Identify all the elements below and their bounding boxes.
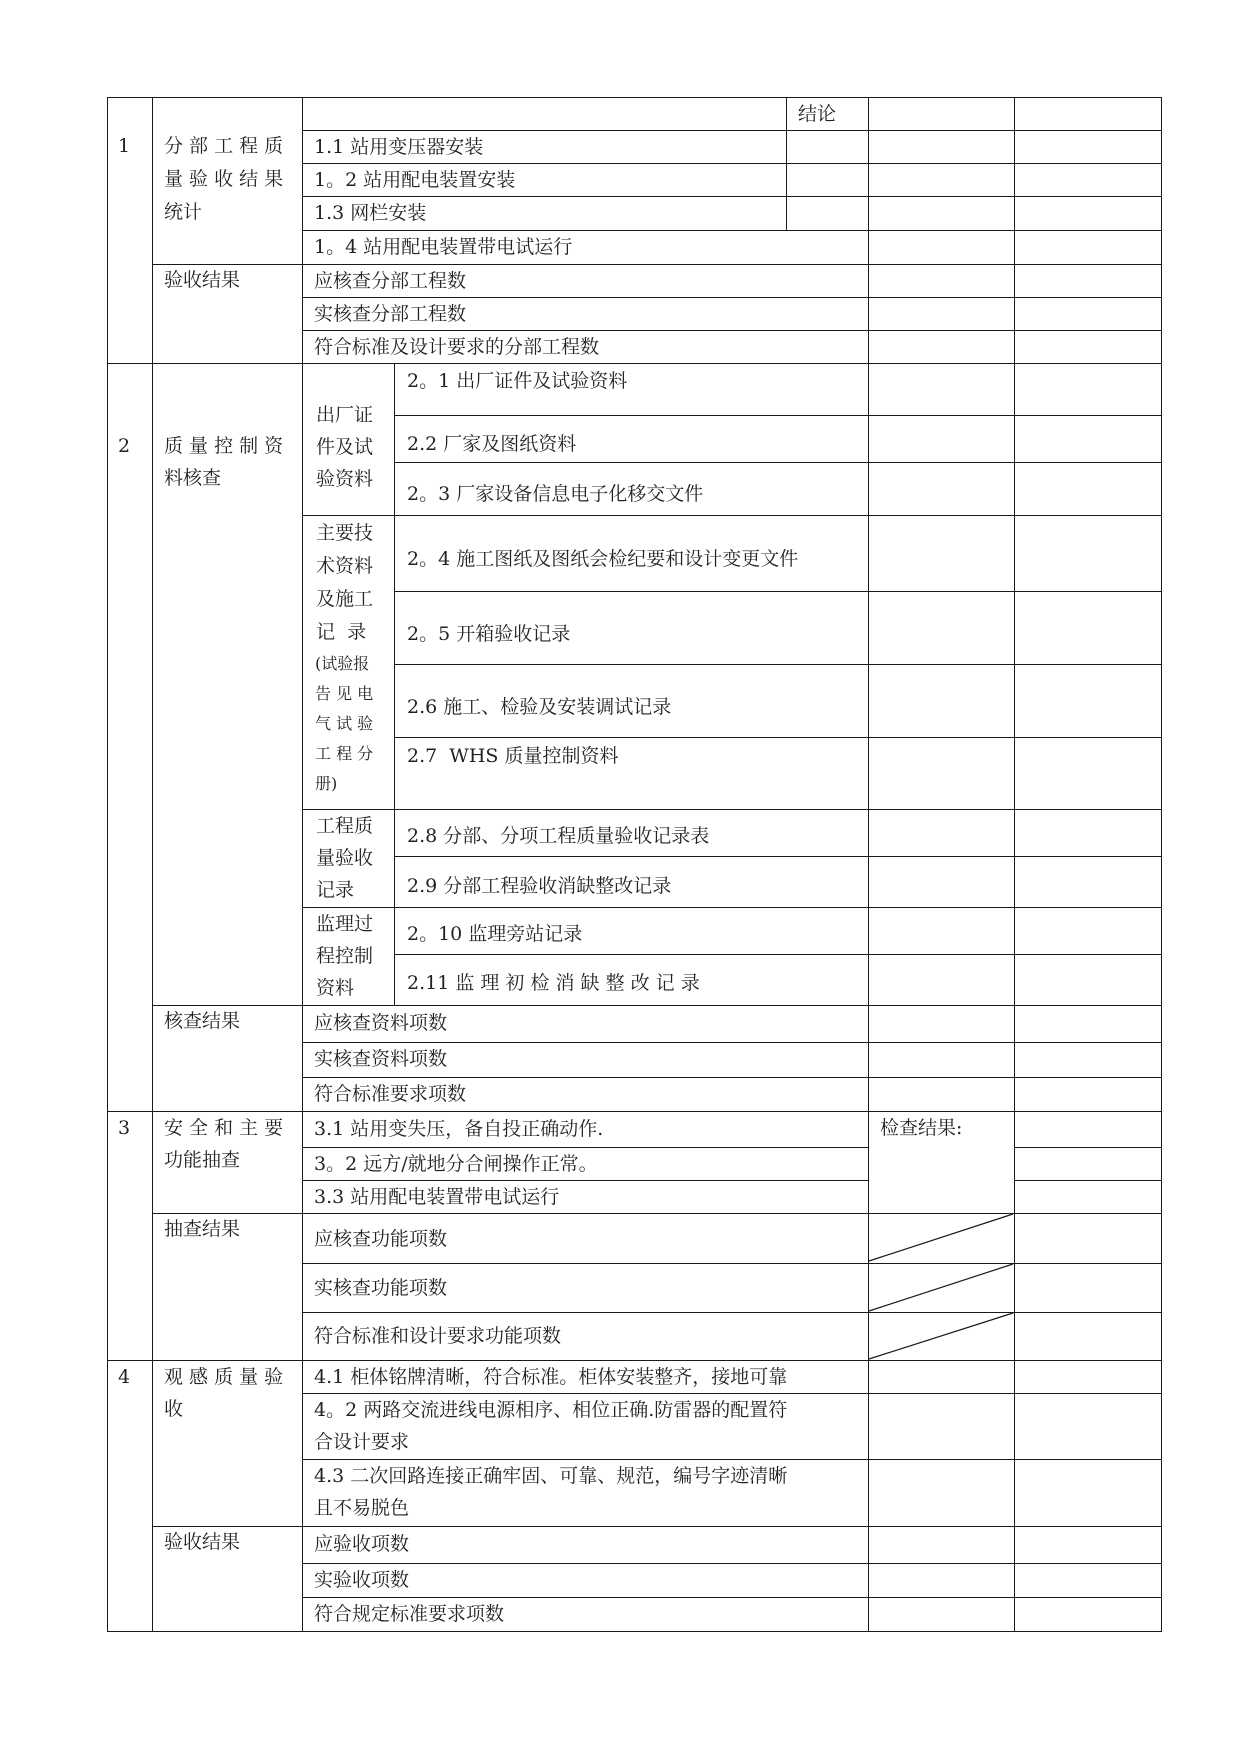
section-1-item: 1.3 网栏安装	[314, 202, 427, 224]
group-2-note-line: 气 试 验	[315, 714, 374, 733]
group-3-label-line: 工程质	[316, 815, 374, 837]
section-3-title-line2: 功能抽查	[164, 1149, 241, 1171]
group-2-item: 2。4 施工图纸及图纸会检纪要和设计变更文件	[407, 548, 799, 570]
diagonal-slash	[869, 1214, 1013, 1261]
section-1-result-label: 验收结果	[164, 269, 241, 291]
diagonal-slash	[869, 1264, 1013, 1311]
group-3-label-line: 量验收	[316, 847, 374, 869]
section-2-result-label: 核查结果	[164, 1010, 241, 1032]
section-4-title-line2: 收	[164, 1398, 184, 1420]
section-3-title-line1: 安 全 和 主 要	[164, 1117, 284, 1139]
section-3-item: 3.3 站用配电装置带电试运行	[314, 1186, 560, 1208]
section-1-item: 1。2 站用配电装置安装	[314, 169, 516, 191]
group-2-note-line: 册)	[315, 774, 338, 793]
section-2-result-row: 符合标准要求项数	[314, 1083, 467, 1105]
group-3-label-line: 记录	[316, 879, 355, 901]
section-3-item: 3。2 远方/就地分合闸操作正常。	[314, 1153, 598, 1175]
section-3-result-row: 实核查功能项数	[314, 1277, 448, 1299]
section-3-check-result-label: 检查结果:	[880, 1117, 963, 1139]
section-2-title-line2: 料核查	[164, 467, 222, 489]
group-2-label-line: 主要技	[316, 522, 374, 544]
diagonal-slash	[869, 1313, 1013, 1359]
section-4-number: 4	[118, 1366, 131, 1388]
section-1-title-line3: 统计	[164, 201, 203, 223]
section-1-result-row: 应核查分部工程数	[314, 270, 467, 292]
section-3-number: 3	[118, 1117, 131, 1139]
section-4-item-cont: 合设计要求	[314, 1431, 410, 1453]
section-1-result-row: 实核查分部工程数	[314, 303, 467, 325]
group-4-label-line: 监理过	[316, 913, 374, 935]
section-1-item: 1。4 站用配电装置带电试运行	[314, 236, 573, 258]
section-2-result-row: 应核查资料项数	[314, 1012, 448, 1034]
group-2-item: 2。5 开箱验收记录	[407, 623, 571, 645]
group-2-item: 2.7 WHS 质量控制资料	[407, 745, 619, 767]
section-1-number: 1	[118, 135, 131, 157]
group-2-note-line: 工 程 分	[315, 744, 374, 763]
section-4-item: 4。2 两路交流进线电源相序、相位正确.防雷器的配置符	[314, 1399, 788, 1421]
group-1-item: 2.2 厂家及图纸资料	[407, 433, 577, 455]
group-1-label-line: 验资料	[316, 468, 374, 490]
section-1-title-line2: 量 验 收 结 果	[164, 168, 284, 190]
section-3-result-row: 符合标准和设计要求功能项数	[314, 1325, 562, 1347]
group-1-label-line: 件及试	[316, 436, 374, 458]
section-2-title-line1: 质 量 控 制 资	[164, 435, 284, 457]
section-2-number: 2	[118, 435, 131, 457]
section-3-result-row: 应核查功能项数	[314, 1228, 448, 1250]
section-1-title-line1: 分 部 工 程 质	[164, 135, 284, 157]
section-4-item: 4.3 二次回路连接正确牢固、可靠、规范，编号字迹清晰	[314, 1465, 788, 1487]
section-1-result-row: 符合标准及设计要求的分部工程数	[314, 336, 600, 358]
section-4-title-line1: 观 感 质 量 验	[164, 1366, 284, 1388]
group-2-note-line: (试验报	[315, 654, 370, 673]
section-1-item: 1.1 站用变压器安装	[314, 136, 484, 158]
section-4-result-row: 符合规定标准要求项数	[314, 1603, 505, 1625]
group-3-item: 2.8 分部、分项工程质量验收记录表	[407, 825, 710, 847]
section-2-result-row: 实核查资料项数	[314, 1048, 448, 1070]
group-4-label-line: 程控制	[316, 945, 374, 967]
group-1-item: 2。3 厂家设备信息电子化移交文件	[407, 483, 704, 505]
section-4-result-row: 应验收项数	[314, 1533, 410, 1555]
group-4-item: 2。10 监理旁站记录	[407, 923, 583, 945]
group-1-label-line: 出厂证	[316, 404, 374, 426]
section-4-item: 4.1 柜体铭牌清晰，符合标准。柜体安装整齐，接地可靠	[314, 1366, 788, 1388]
section-4-result-row: 实验收项数	[314, 1569, 410, 1591]
group-2-label-line: 记 录	[316, 621, 367, 643]
section-3-result-label: 抽查结果	[164, 1218, 241, 1240]
group-4-label-line: 资料	[316, 977, 355, 999]
group-1-item: 2。1 出厂证件及试验资料	[407, 370, 628, 392]
group-2-note-line: 告 见 电	[315, 684, 374, 703]
group-3-item: 2.9 分部工程验收消缺整改记录	[407, 875, 672, 897]
group-2-label-line: 术资料	[316, 555, 374, 577]
group-2-label-line: 及施工	[316, 588, 374, 610]
section-4-item-cont: 且不易脱色	[314, 1497, 410, 1519]
section-4-result-label: 验收结果	[164, 1531, 241, 1553]
section-1-conclusion-header: 结论	[798, 103, 837, 125]
group-2-item: 2.6 施工、检验及安装调试记录	[407, 696, 672, 718]
group-4-item: 2.11 监 理 初 检 消 缺 整 改 记 录	[407, 972, 700, 994]
section-3-item: 3.1 站用变失压，备自投正确动作.	[314, 1118, 604, 1140]
